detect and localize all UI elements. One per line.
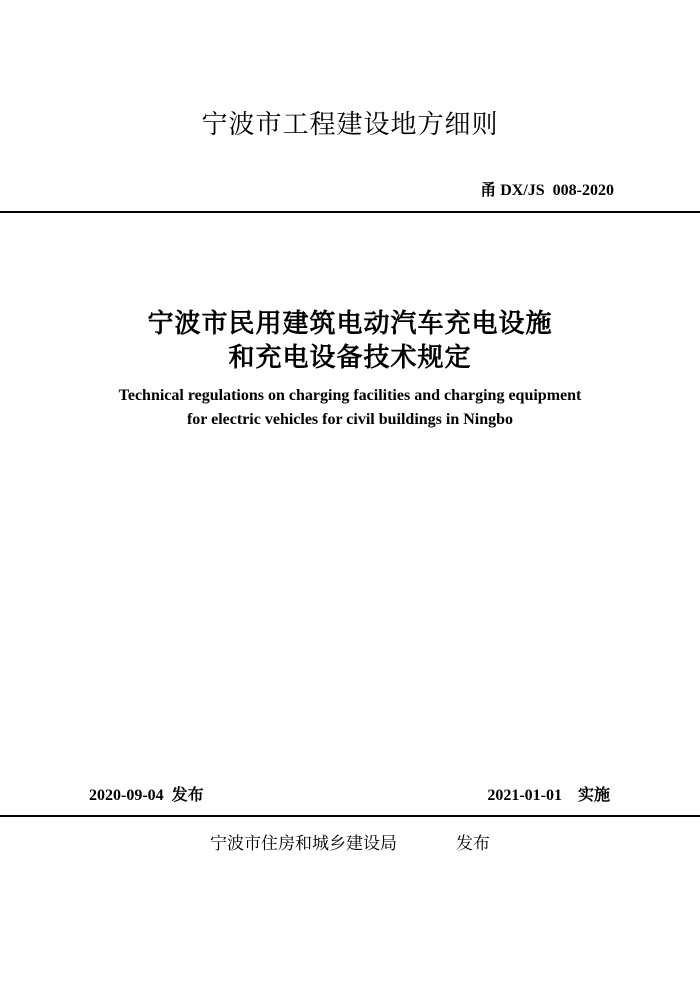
document-title-zh-line1: 宁波市民用建筑电动汽车充电设施 (147, 309, 553, 339)
standard-code: 甬 DX/JS 008-2020 (480, 182, 614, 199)
series-title: 宁波市工程建设地方细则 (201, 110, 499, 140)
footer-divider (0, 815, 700, 817)
header-divider (0, 211, 700, 213)
document-title-zh-line2: 和充电设备技术规定 (228, 343, 472, 373)
issuing-authority: 宁波市住房和城乡建设局 (210, 834, 397, 854)
implementation-date: 2021-01-01 实施 (487, 787, 610, 804)
issuing-authority-action: 发布 (456, 834, 490, 854)
document-title-en-line1: Technical regulations on charging facilities and charging equipment (118, 387, 582, 404)
document-title-en-line2: for electric vehicles for civil buildings in Ningbo (186, 411, 514, 428)
issue-date: 2020-09-04 发布 (89, 787, 204, 804)
